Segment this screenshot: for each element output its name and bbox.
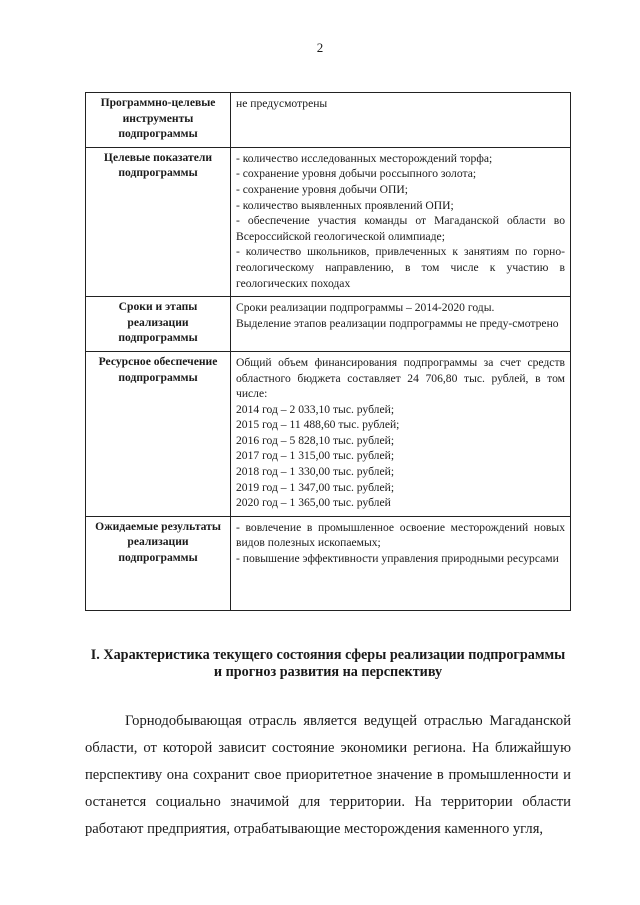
value-line: - количество школьников, привлеченных к занятиям по горно-геологическому направлению, в том числе к участию в геологических походах — [236, 245, 565, 290]
value-line: - количество выявленных проявлений ОПИ; — [236, 198, 454, 212]
value-line: 2016 год – 5 828,10 тыс. рублей; — [236, 433, 395, 447]
value-line: 2020 год – 1 365,00 тыс. рублей — [236, 496, 391, 510]
table-row — [86, 351, 571, 516]
row-label: Сроки и этапы реализации подпрограммы — [86, 297, 231, 352]
row-label: Программно-целевые инструменты подпрограммы — [86, 93, 231, 148]
section-heading: I. Характеристика текущего состояния сферы реализации подпрограммы и прогноз развития на перспективу — [90, 647, 566, 680]
value-line: - обеспечение участия команды от Магаданской области во Всероссийской геологической олимпиаде; — [236, 214, 565, 243]
row-value — [231, 351, 571, 516]
value-line: не предусмотрены — [236, 97, 328, 110]
table-row — [86, 147, 571, 296]
table-row — [86, 516, 571, 610]
value-line: - сохранение уровня добычи россыпного золота; — [236, 167, 477, 181]
value-line: - повышение эффективности управления природными ресурсами — [236, 552, 559, 566]
row-value — [231, 147, 571, 296]
row-label: Целевые показатели подпрограммы — [86, 147, 231, 296]
row-label: Ожидаемые результаты реализации подпрограммы — [86, 516, 231, 610]
value-line: 2014 год – 2 033,10 тыс. рублей; — [236, 402, 395, 416]
value-line: 2015 год – 11 488,60 тыс. рублей; — [236, 418, 400, 432]
value-line: 2018 год – 1 330,00 тыс. рублей; — [236, 465, 395, 479]
table-row — [86, 93, 571, 148]
row-value — [231, 93, 571, 148]
value-line: 2017 год – 1 315,00 тыс. рублей; — [236, 449, 395, 463]
value-line: Выделение этапов реализации подпрограммы не преду-смотрено — [236, 316, 559, 330]
page-number: 2 — [316, 40, 324, 55]
value-line: 2019 год – 1 347,00 тыс. рублей; — [236, 480, 395, 494]
value-line: - сохранение уровня добычи ОПИ; — [236, 182, 408, 196]
value-line: - количество исследованных месторождений торфа; — [236, 151, 493, 165]
subprogram-passport-table — [85, 92, 571, 611]
row-value — [231, 516, 571, 610]
table-row — [86, 297, 571, 352]
value-line: Сроки реализации подпрограммы – 2014-2020 годы. — [236, 301, 495, 315]
row-value — [231, 297, 571, 352]
body-text — [85, 708, 571, 843]
body-paragraph: Горнодобывающая отрасль является ведущей отраслью Магаданской области, от которой зависит состояние экономики региона. На ближайшую перспективу она сохранит свое приоритетное значение в промышленности и останется социально значимой для территории. На территории области работают предприятия, отрабатывающие месторождения каменного угля, — [85, 713, 571, 837]
row-label: Ресурсное обеспечение подпрограммы — [86, 351, 231, 516]
value-line: - вовлечение в промышленное освоение месторождений новых видов полезных ископаемых; — [236, 520, 565, 550]
value-line: Общий объем финансирования подпрограммы за счет средств областного бюджета составляет 24 706,80 тыс. рублей, в том числе: — [236, 355, 565, 401]
